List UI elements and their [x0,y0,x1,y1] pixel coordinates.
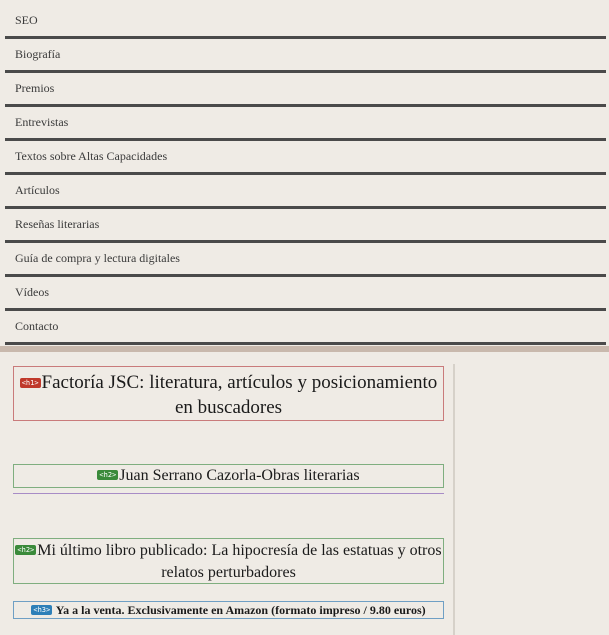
nav-item-resenas[interactable] [5,209,606,243]
on-sale-heading-text: Ya a la venta. Exclusivamente en Amazon (formato impreso / 9.80 euros) [55,603,426,617]
h2-tag-badge: <h2> [17,546,35,555]
works-heading [13,464,444,488]
nav-link-altas-capacidades[interactable]: Textos sobre Altas Capacidades [15,149,168,163]
nav-item-guia-compra[interactable] [5,243,606,277]
nav-link-resenas[interactable]: Reseñas literarias [15,217,100,231]
h3-tag-badge: <h3> [33,606,51,615]
nav-link-videos[interactable]: Vídeos [15,285,49,299]
nav-item-biografia[interactable] [5,39,606,73]
nav-link-entrevistas[interactable]: Entrevistas [15,115,69,129]
nav-link-contacto[interactable]: Contacto [15,319,59,333]
nav-link-seo[interactable]: SEO [15,13,38,27]
nav-item-entrevistas[interactable] [5,107,606,141]
nav-item-videos[interactable] [5,277,606,311]
page-title-heading [13,366,444,421]
latest-book-heading-text: Mi último libro publicado: La hipocresía de las estatuas y otros relatos perturbadores [37,542,442,581]
latest-book-heading [13,538,444,584]
column-divider [453,364,455,635]
nav-item-articulos[interactable] [5,175,606,209]
nav-item-premios[interactable] [5,73,606,107]
nav-link-biografia[interactable]: Biografía [15,47,61,61]
nav-link-articulos[interactable]: Artículos [15,183,60,197]
main-nav-menu [5,5,606,345]
on-sale-heading [13,601,444,619]
h2-tag-badge: <h2> [99,471,117,480]
works-heading-text: Juan Serrano Cazorla-Obras literarias [119,467,360,484]
h1-tag-badge: <h1> [21,378,39,387]
page-title-text: Factoría JSC: literatura, artículos y posicionamiento en buscadores [41,372,438,418]
nav-link-guia-compra[interactable]: Guía de compra y lectura digitales [15,251,180,265]
nav-item-seo[interactable] [5,5,606,39]
main-content [0,352,609,635]
nav-item-contacto[interactable] [5,311,606,345]
horizontal-rule [13,493,444,494]
nav-link-premios[interactable]: Premios [15,81,55,95]
nav-item-altas-capacidades[interactable] [5,141,606,175]
